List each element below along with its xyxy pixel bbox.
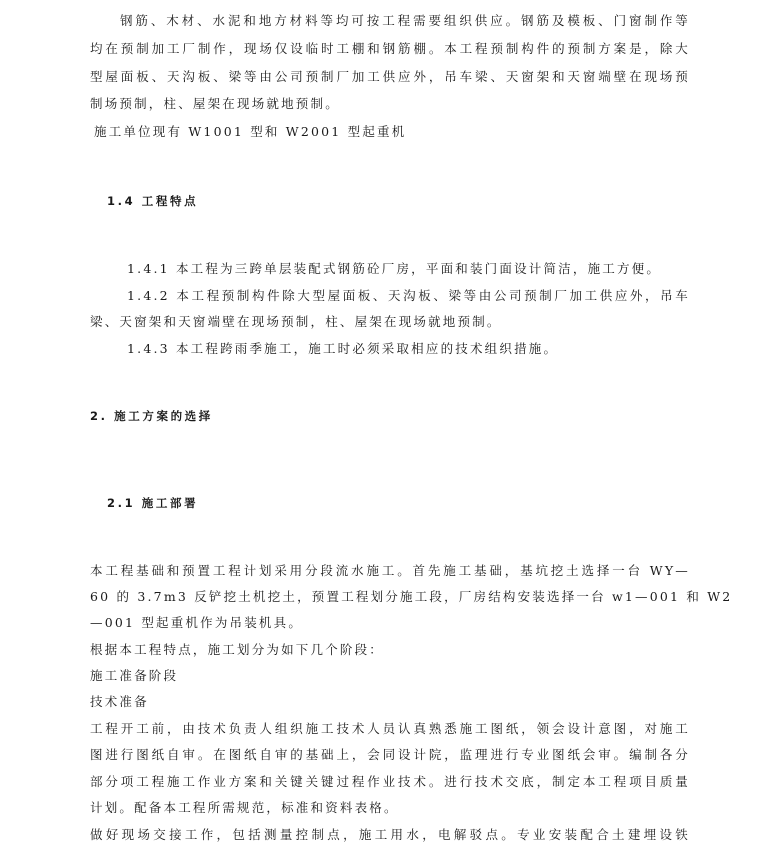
section-2-1-para1-line-3: —001 型起重机作为吊装机具。 xyxy=(90,615,304,630)
para1-line-2: 均在预制加工厂制作，现场仅设临时工棚和钢筋棚。本工程预制构件的预制方案是，除大 xyxy=(90,41,690,56)
section-2-1-para2-line-1: 工程开工前，由技术负责人组织施工技术人员认真熟悉施工图纸，领会设计意图，对施工 xyxy=(90,721,690,736)
section-2-1-para1-line-1: 本工程基础和预置工程计划采用分段流水施工。首先施工基础，基坑挖土选择一台 WY— xyxy=(90,563,690,578)
para1-line-1: 钢筋、木材、水泥和地方材料等均可按工程需要组织供应。钢筋及模板、门窗制作等 xyxy=(120,13,690,28)
stage-title: 施工准备阶段 xyxy=(90,668,179,683)
section-2-heading: 2. 施工方案的选择 xyxy=(90,409,213,423)
item-1-4-1: 1.4.1 本工程为三跨单层装配式钢筋砼厂房，平面和装门面设计简洁，施工方便。 xyxy=(127,261,662,276)
section-2-1-para2-line-2: 图进行图纸自审。在图纸自审的基础上，会同设计院，监理进行专业图纸会审。编制各分 xyxy=(90,747,690,762)
para1-line-3: 型屋面板、天沟板、梁等由公司预制厂加工供应外，吊车梁、天窗架和天窗端壁在现场预 xyxy=(90,69,690,84)
stages-intro: 根据本工程特点，施工划分为如下几个阶段： xyxy=(90,642,385,657)
item-1-4-3: 1.4.3 本工程跨雨季施工，施工时必须采取相应的技术组织措施。 xyxy=(127,341,559,356)
crane-note: 施工单位现有 W1001 型和 W2001 型起重机 xyxy=(94,124,407,139)
section-1-4-heading: 1.4 工程特点 xyxy=(107,194,199,208)
section-2-1-para2-line-3: 部分项工程施工作业方案和关键关键过程作业技术。进行技术交底，制定本工程项目质量 xyxy=(90,774,690,789)
section-2-1-para3-line-1: 做好现场交接工作，包括测量控制点，施工用水，电解驳点。专业安装配合土建埋设铁 xyxy=(90,827,690,842)
para1-line-4: 制场预制，柱、屋架在现场就地预制。 xyxy=(90,96,340,111)
section-2-1-para2-line-4: 计划。配备本工程所需规范，标准和资料表格。 xyxy=(90,800,399,815)
item-1-4-2-line-2: 梁、天窗架和天窗端壁在现场预制，柱、屋架在现场就地预制。 xyxy=(90,314,502,329)
section-2-1-heading: 2.1 施工部署 xyxy=(107,496,199,510)
item-1-4-2-line-1: 1.4.2 本工程预制构件除大型屋面板、天沟板、梁等由公司预制厂加工供应外，吊车 xyxy=(127,288,690,303)
section-2-1-para1-line-2: 60 的 3.7m3 反铲挖土机挖土，预置工程划分施工段，厂房结构安装选择一台 w1—001 和 W2 xyxy=(90,589,733,604)
tech-prep-title: 技术准备 xyxy=(90,694,149,709)
